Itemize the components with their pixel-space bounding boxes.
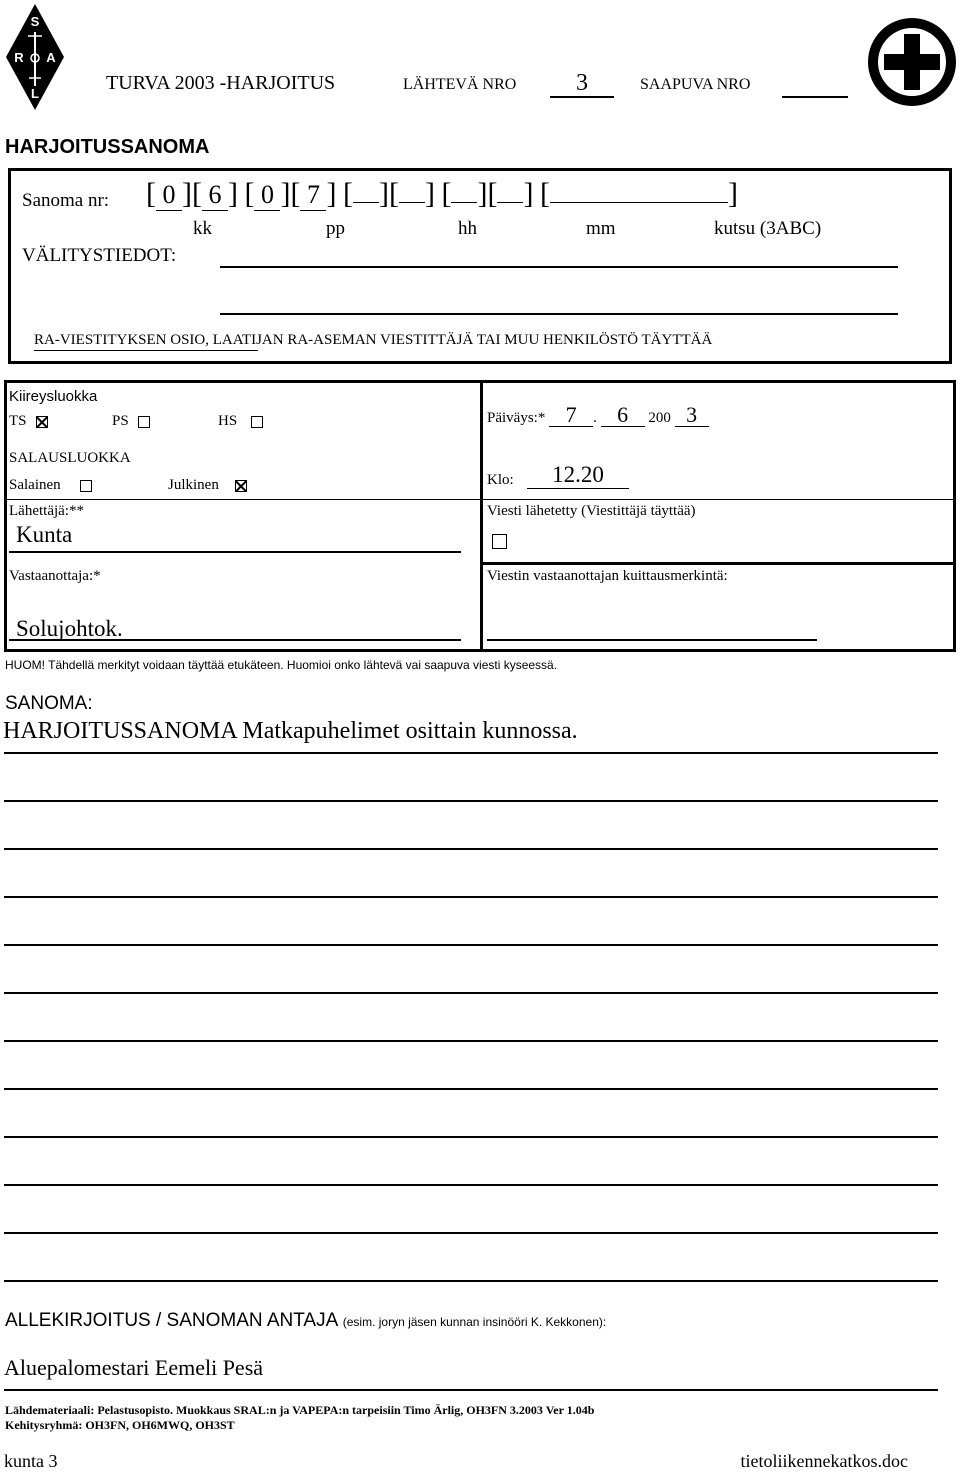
details-divider-right-0 — [480, 499, 956, 500]
urgency-hs[interactable] — [218, 413, 263, 430]
mm-digit-2[interactable] — [497, 176, 523, 203]
message-line — [4, 1232, 938, 1234]
caption-hh: hh — [458, 218, 477, 239]
sent-checkbox[interactable] — [492, 534, 507, 549]
date-year-digit[interactable]: 3 — [675, 404, 709, 427]
sent-label: Viesti lähetetty (Viestittäjä täyttää) — [487, 503, 696, 519]
urgency-label: Kiireysluokka — [9, 388, 98, 405]
pp-digit-1[interactable]: 0 — [254, 180, 280, 211]
cross-emblem-icon — [866, 16, 958, 108]
svg-text:A: A — [46, 50, 56, 65]
outgoing-label: LÄHTEVÄ NRO — [403, 76, 517, 93]
transmission-line-1[interactable] — [220, 266, 898, 268]
secrecy-secret-label: Salainen — [9, 477, 61, 493]
note-text: HUOM! Tähdellä merkityt voidaan täyttää etukäteen. Huomioi onko lähtevä vai saapuva viesti kyseessä. — [5, 658, 558, 672]
svg-text:S: S — [30, 14, 40, 29]
footer-page-left: kunta 3 — [4, 1451, 58, 1471]
message-number-row: [ 0 ][ 6 ] [ 0 ][ 7 ] [ ][ ] [ ][ ] [ ] — [146, 177, 738, 210]
hh-digit-1[interactable] — [353, 176, 379, 203]
message-label: SANOMA: — [5, 693, 93, 714]
sral-logo — [4, 2, 66, 112]
message-line — [4, 1280, 938, 1282]
urgency-ts[interactable] — [9, 413, 48, 430]
pp-digit-2[interactable]: 7 — [300, 180, 326, 211]
section-title: HARJOITUSSANOMA — [5, 136, 210, 158]
footer-team: Kehitysryhmä: OH3FN, OH6MWQ, OH3ST — [5, 1418, 235, 1432]
signature-hint: (esim. joryn jäsen kunnan insinööri K. Kekkonen): — [342, 1315, 607, 1329]
transmission-note: RA-VIESTITYKSEN OSIO, LAATIJAN RA-ASEMAN VIESTITTÄJÄ TAI MUU HENKILÖSTÖ TÄYTTÄÄ — [34, 332, 713, 348]
message-line — [4, 896, 938, 898]
message-line — [4, 752, 938, 754]
transmission-label: VÄLITYSTIEDOT: — [22, 245, 177, 266]
details-divider-vertical — [480, 380, 483, 652]
urgency-hs-checkbox[interactable] — [251, 416, 263, 428]
caption-pp: pp — [326, 218, 345, 239]
message-text[interactable]: HARJOITUSSANOMA Matkapuhelimet osittain kunnossa. — [3, 718, 578, 744]
details-divider-right-1 — [480, 562, 956, 565]
caption-kk: kk — [193, 218, 212, 239]
kk-digit-2[interactable]: 6 — [202, 180, 228, 211]
message-line — [4, 944, 938, 946]
incoming-label: SAAPUVA NRO — [640, 76, 751, 93]
recipient-value[interactable]: Solujohtok. — [16, 616, 123, 641]
receipt-label: Viestin vastaanottajan kuittausmerkintä: — [487, 568, 728, 584]
message-line — [4, 1088, 938, 1090]
message-line — [4, 992, 938, 994]
time-field[interactable] — [527, 462, 629, 489]
receipt-underline — [487, 639, 817, 641]
time-value: 12.20 — [552, 462, 604, 487]
kk-digit-1[interactable]: 0 — [156, 180, 182, 211]
message-number-label: Sanoma nr: — [22, 190, 110, 211]
signature-label: ALLEKIRJOITUS / SANOMAN ANTAJA — [5, 1310, 339, 1331]
caption-kutsu: kutsu (3ABC) — [714, 218, 822, 239]
secrecy-secret-checkbox[interactable] — [80, 480, 92, 492]
transmission-line-2[interactable] — [220, 313, 898, 315]
urgency-hs-label: HS — [218, 413, 238, 429]
signature-underline — [4, 1389, 938, 1391]
urgency-ps-checkbox[interactable] — [138, 416, 150, 428]
urgency-ps[interactable] — [112, 413, 150, 430]
secrecy-public[interactable] — [168, 477, 247, 494]
date-label: Päiväys:* — [487, 410, 546, 426]
message-line — [4, 1040, 938, 1042]
date-day[interactable]: 7 — [549, 404, 593, 427]
svg-text:L: L — [31, 86, 39, 101]
header-title: TURVA 2003 -HARJOITUS — [106, 72, 336, 94]
hh-digit-2[interactable] — [399, 176, 425, 203]
transmission-note-underline — [34, 350, 258, 351]
secrecy-label: SALAUSLUOKKA — [9, 450, 131, 466]
date-month[interactable]: 6 — [601, 404, 645, 427]
sender-value[interactable]: Kunta — [16, 522, 73, 547]
urgency-ts-checkbox[interactable] — [36, 416, 48, 428]
urgency-ts-label: TS — [9, 413, 27, 429]
message-line — [4, 1136, 938, 1138]
date-row: Päiväys:* 7 . 6 200 3 — [487, 404, 709, 427]
call-sign-field[interactable] — [550, 176, 728, 203]
sral-diamond-icon — [4, 2, 66, 112]
receipt-field[interactable] — [487, 620, 817, 640]
message-line — [4, 1184, 938, 1186]
outgoing-number-field[interactable] — [550, 70, 614, 98]
secrecy-public-checkbox[interactable] — [235, 480, 247, 492]
details-divider-left-1 — [4, 499, 480, 500]
recipient-label: Vastaanottaja:* — [9, 568, 101, 584]
secrecy-public-label: Julkinen — [168, 477, 219, 493]
svg-text:R: R — [14, 50, 24, 65]
caption-mm: mm — [586, 218, 616, 239]
incoming-number-field[interactable] — [782, 70, 848, 98]
footer-source: Lähdemateriaali: Pelastusopisto. Muokkaus SRAL:n ja VAPEPA:n tarpeisiin Timo Ärlig, OH3FN 3.2003 Ver 1.04b — [5, 1403, 595, 1417]
recipient-underline — [9, 639, 461, 641]
sender-label: Lähettäjä:** — [9, 503, 84, 519]
sender-underline — [9, 551, 461, 553]
signature-value[interactable]: Aluepalomestari Eemeli Pesä — [4, 1355, 264, 1380]
time-label: Klo: — [487, 472, 514, 488]
urgency-ps-label: PS — [112, 413, 129, 429]
date-year-prefix: 200 — [648, 410, 671, 426]
message-line — [4, 848, 938, 850]
message-line — [4, 800, 938, 802]
signature-heading — [5, 1310, 606, 1332]
outgoing-number-value: 3 — [576, 70, 588, 96]
mm-digit-1[interactable] — [451, 176, 477, 203]
footer-page-right: tietoliikennekatkos.doc — [740, 1451, 908, 1471]
secrecy-secret[interactable] — [9, 477, 92, 494]
